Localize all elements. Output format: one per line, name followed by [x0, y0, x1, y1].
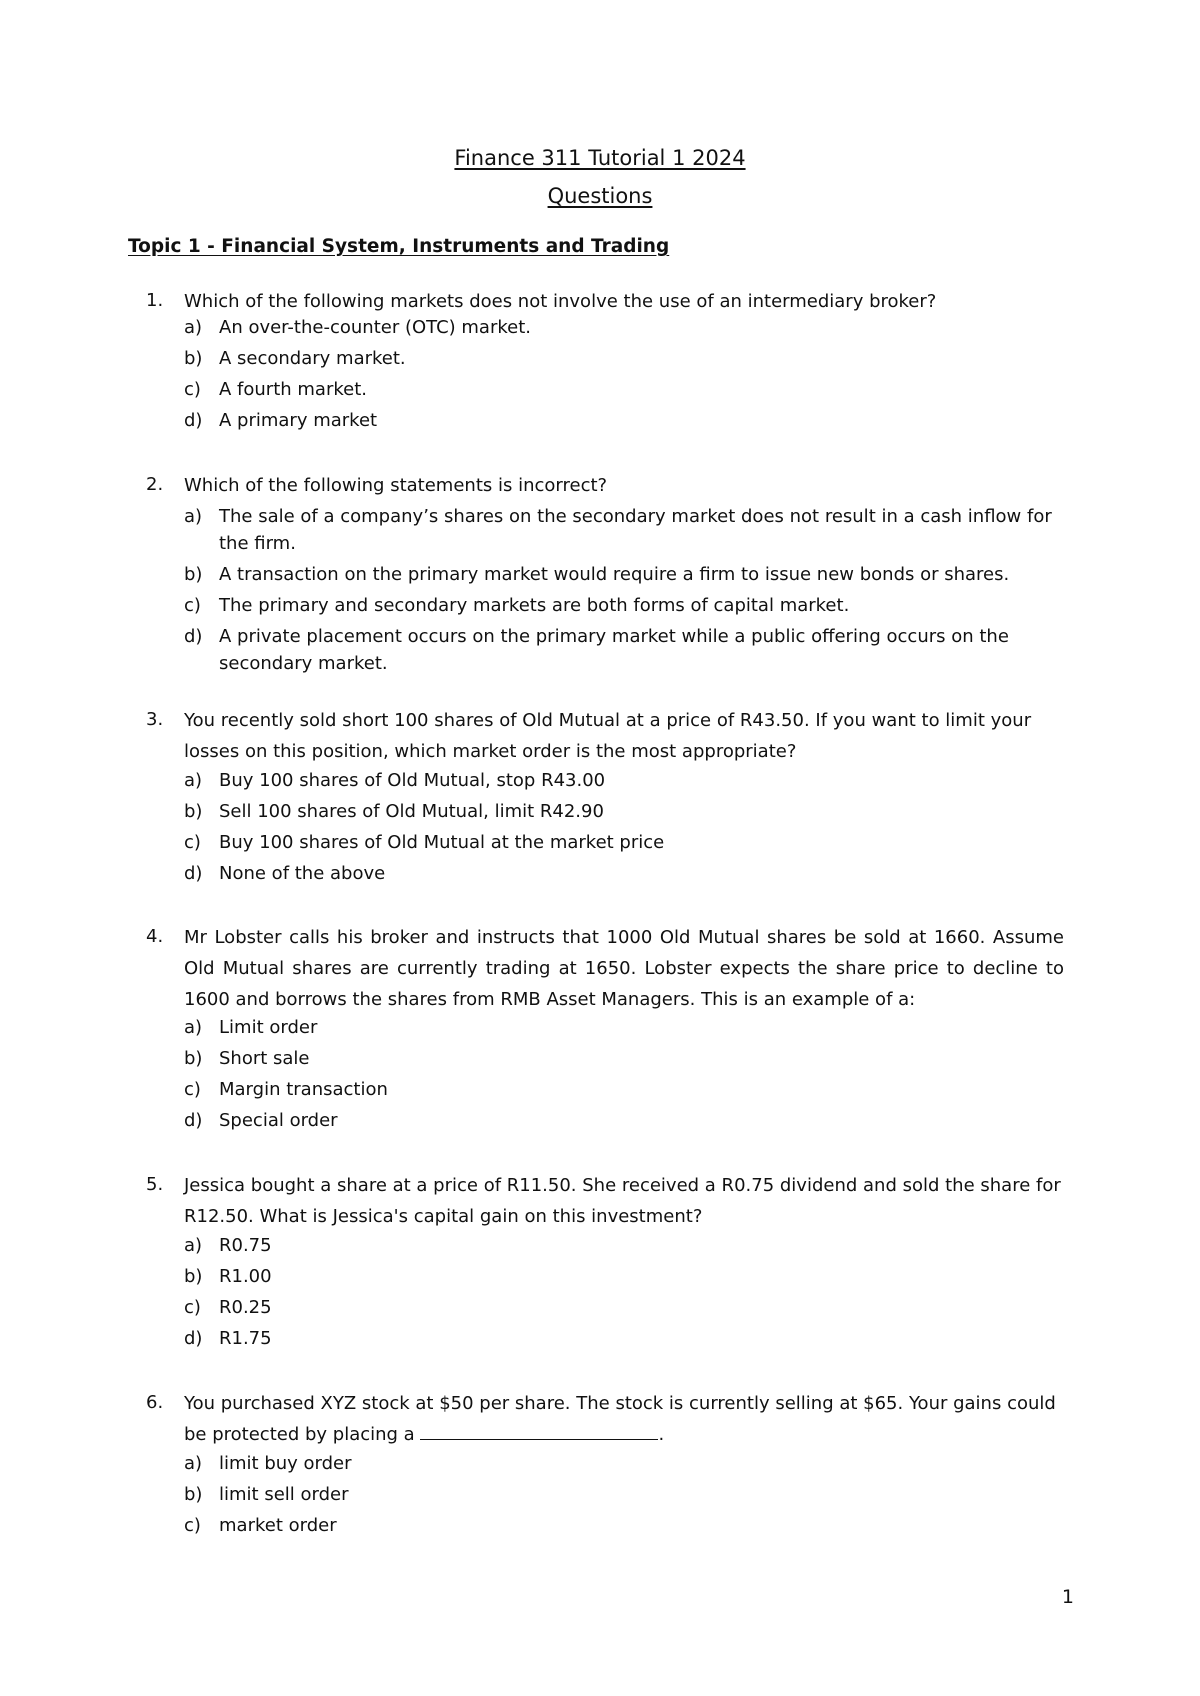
- option-text: R0.25: [219, 1297, 272, 1318]
- question-4-option-a: [184, 1014, 1064, 1041]
- question-5-number: 5.: [146, 1174, 164, 1195]
- option-letter: a): [184, 506, 203, 527]
- option-letter: b): [184, 348, 203, 369]
- question-5-option-a: [184, 1232, 1064, 1259]
- option-letter: a): [184, 317, 203, 338]
- question-6-text: [184, 1388, 1064, 1450]
- option-letter: d): [184, 1328, 203, 1349]
- option-letter: c): [184, 379, 201, 400]
- question-2-option-a: [184, 503, 1064, 557]
- option-text: Sell 100 shares of Old Mutual, limit R42.90: [219, 801, 604, 822]
- option-text: market order: [219, 1515, 337, 1536]
- option-text: A transaction on the primary market would require a firm to issue new bonds or shares.: [219, 564, 1010, 585]
- question-1-text: Which of the following markets does not involve the use of an intermediary broker?: [184, 291, 937, 312]
- question-4-text: Mr Lobster calls his broker and instructs that 1000 Old Mutual shares be sold at 1660. Assume Old Mutual shares are currently trading at 1650. Lobster expects the share price to decline to 1600 and borrows the shares from RMB Asset Managers. This is an example of a:: [184, 927, 1064, 1010]
- option-letter: c): [184, 1297, 201, 1318]
- question-3-option-d: [184, 860, 1064, 887]
- option-text: The sale of a company’s shares on the secondary market does not result in a cash inflow for the firm.: [219, 506, 1052, 554]
- option-letter: d): [184, 626, 203, 647]
- option-letter: b): [184, 1048, 203, 1069]
- option-text: limit buy order: [219, 1453, 352, 1474]
- question-3-option-c: [184, 829, 1064, 856]
- option-letter: c): [184, 1079, 201, 1100]
- option-text: R1.75: [219, 1328, 272, 1349]
- question-3-number: 3.: [146, 709, 164, 730]
- document-subtitle: Questions: [547, 184, 653, 208]
- question-6-option-a: [184, 1450, 1064, 1477]
- question-5-option-d: [184, 1325, 1064, 1352]
- question-6-text-start: You purchased XYZ stock at $50 per share. The stock is currently selling at $65. Your gains could be protected by placing a: [184, 1393, 1056, 1445]
- option-letter: a): [184, 1017, 203, 1038]
- option-text: Buy 100 shares of Old Mutual, stop R43.00: [219, 770, 606, 791]
- question-2-text: Which of the following statements is incorrect?: [184, 475, 608, 496]
- question-2-option-c: [184, 592, 1064, 619]
- option-text: Buy 100 shares of Old Mutual at the market price: [219, 832, 665, 853]
- option-letter: d): [184, 410, 203, 431]
- option-text: limit sell order: [219, 1484, 349, 1505]
- question-6-option-c: [184, 1512, 1064, 1539]
- option-letter: d): [184, 863, 203, 884]
- question-1-option-c: [184, 376, 1064, 403]
- option-letter: d): [184, 1110, 203, 1131]
- option-text: None of the above: [219, 863, 386, 884]
- option-letter: a): [184, 770, 203, 791]
- option-text: A secondary market.: [219, 348, 406, 369]
- option-text: R0.75: [219, 1235, 272, 1256]
- option-letter: b): [184, 1266, 203, 1287]
- question-3-text: You recently sold short 100 shares of Old Mutual at a price of R43.50. If you want to limit your losses on this position, which market order is the most appropriate?: [184, 710, 1032, 762]
- option-text: Margin transaction: [219, 1079, 388, 1100]
- option-letter: b): [184, 564, 203, 585]
- option-text: The primary and secondary markets are both forms of capital market.: [219, 595, 850, 616]
- option-text: Short sale: [219, 1048, 310, 1069]
- option-letter: a): [184, 1235, 203, 1256]
- question-6-text-end: .: [658, 1424, 665, 1445]
- question-6-number: 6.: [146, 1392, 164, 1413]
- option-letter: c): [184, 595, 201, 616]
- question-5-text: Jessica bought a share at a price of R11.50. She received a R0.75 dividend and sold the share for R12.50. What is Jessica's capital gain on this investment?: [184, 1175, 1061, 1227]
- question-1-option-a: [184, 314, 1064, 341]
- option-letter: a): [184, 1453, 203, 1474]
- page-number: 1: [1061, 1586, 1074, 1608]
- question-4-option-b: [184, 1045, 1064, 1072]
- question-1-option-d: [184, 407, 1064, 434]
- question-3-option-a: [184, 767, 1064, 794]
- question-1-number: 1.: [146, 290, 164, 311]
- question-2-number: 2.: [146, 474, 164, 495]
- option-text: R1.00: [219, 1266, 272, 1287]
- question-5-option-b: [184, 1263, 1064, 1290]
- question-6-option-b: [184, 1481, 1064, 1508]
- question-5-option-c: [184, 1294, 1064, 1321]
- question-2-option-d: [184, 623, 1064, 677]
- document-title: Finance 311 Tutorial 1 2024: [454, 146, 746, 170]
- question-1-option-b: [184, 345, 1064, 372]
- option-text: Limit order: [219, 1017, 318, 1038]
- question-4-option-c: [184, 1076, 1064, 1103]
- option-text: An over-the-counter (OTC) market.: [219, 317, 531, 338]
- option-letter: c): [184, 832, 201, 853]
- option-letter: b): [184, 1484, 203, 1505]
- option-text: Special order: [219, 1110, 338, 1131]
- option-letter: b): [184, 801, 203, 822]
- topic-heading: Topic 1 - Financial System, Instruments and Trading: [128, 236, 670, 257]
- question-4-option-d: [184, 1107, 1064, 1134]
- question-4-number: 4.: [146, 926, 164, 947]
- option-text: A fourth market.: [219, 379, 367, 400]
- question-3-option-b: [184, 798, 1064, 825]
- answer-blank-line: [420, 1421, 658, 1440]
- option-letter: c): [184, 1515, 201, 1536]
- question-2-option-b: [184, 561, 1064, 588]
- option-text: A primary market: [219, 410, 378, 431]
- option-text: A private placement occurs on the primary market while a public offering occurs on the secondary market.: [219, 626, 1009, 674]
